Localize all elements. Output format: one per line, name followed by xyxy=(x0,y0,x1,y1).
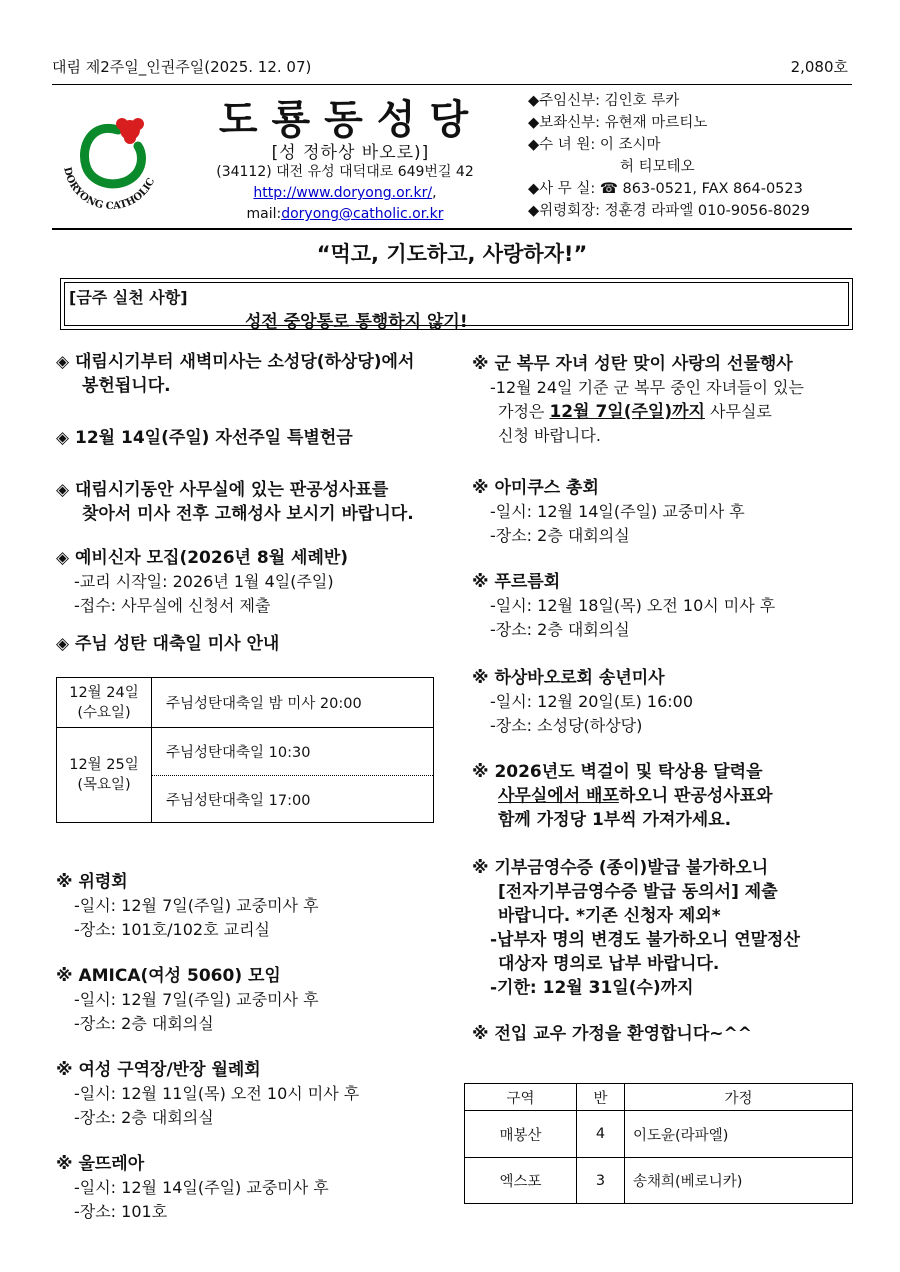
mail-label: mail: xyxy=(246,206,282,222)
logo-text: DORYONG CATHOLIC xyxy=(61,166,158,213)
catechumen-start: -교리 시작일: 2026년 1월 4일(주일) xyxy=(74,572,334,591)
hasang-place: -장소: 소성당(하상당) xyxy=(490,716,643,735)
contact-block xyxy=(185,162,505,225)
memorial-place: -장소: 101호/102호 교리실 xyxy=(74,920,270,939)
notice-ultreya: ※ 울뜨레아 xyxy=(56,1154,145,1174)
ultreya-place: -장소: 101호 xyxy=(74,1202,168,1221)
website-link[interactable]: http://www.doryong.or.kr/ xyxy=(253,185,433,201)
staff-list xyxy=(528,90,810,222)
donation-line5: 대상자 명의로 납부 바랍니다. xyxy=(498,954,720,974)
staff-office: ◆사 무 실: ☎ 863-0521, FAX 864-0523 xyxy=(528,181,803,197)
practice-tag: [금주 실천 사항] xyxy=(69,288,188,307)
district-time: -일시: 12월 11일(목) 오전 10시 미사 후 xyxy=(74,1084,360,1103)
divider-top xyxy=(52,84,852,85)
donation-line3: 바랍니다. *기존 신청자 제외* xyxy=(498,906,721,926)
right-column xyxy=(472,352,862,1046)
staff-sisters-2: 허 티모테오 xyxy=(620,159,695,175)
notice-calendar: ※ 2026년도 벽걸이 및 탁상용 달력을 xyxy=(472,762,763,782)
amica-place: -장소: 2층 대회의실 xyxy=(74,1014,214,1033)
notice-memorial: ※ 위령회 xyxy=(56,872,128,892)
notice-dawn-mass: ◈ 대림시기부터 새벽미사는 소성당(하상당)에서 xyxy=(56,352,415,372)
address: (34112) 대전 유성 대덕대로 649번길 42 xyxy=(216,164,474,180)
notice-dawn-mass-2: 봉헌됩니다. xyxy=(82,376,171,396)
hasang-time: -일시: 12월 20일(토) 16:00 xyxy=(490,692,694,711)
mass-25-evening: 주님성탄대축일 17:00 xyxy=(152,776,434,823)
ultreya-time: -일시: 12월 14일(주일) 교중미사 후 xyxy=(74,1178,329,1197)
amica-time: -일시: 12월 7일(주일) 교중미사 후 xyxy=(74,990,319,1009)
staff-sisters: ◆수 녀 원: 이 조시마 xyxy=(528,137,661,153)
staff-assistant: ◆보좌신부: 유현재 마르티노 xyxy=(528,115,708,131)
mail-link[interactable]: doryong@catholic.or.kr xyxy=(281,206,444,222)
parish-subtitle: [성 정하상 바오로)] xyxy=(271,143,430,163)
amicus-place: -장소: 2층 대회의실 xyxy=(490,526,630,545)
mass-day-24: 12월 24일 (수요일) xyxy=(57,678,152,728)
left-column-bottom xyxy=(56,870,456,1224)
pureureum-place: -장소: 2층 대회의실 xyxy=(490,620,630,639)
calendar-line3: 함께 가정당 1부씩 가져가세요. xyxy=(498,810,732,830)
notice-christmas-mass: ◈ 주님 성탄 대축일 미사 안내 xyxy=(56,634,280,654)
parish-logo xyxy=(52,100,170,218)
website-suffix: , xyxy=(432,185,437,201)
left-column xyxy=(56,350,456,656)
staff-pastor: ◆주임신부: 김인호 루카 xyxy=(528,93,680,109)
notice-amica: ※ AMICA(여성 5060) 모임 xyxy=(56,966,281,986)
practice-text: 성전 중앙통로 통행하지 않기! xyxy=(245,312,468,332)
table-row xyxy=(465,1111,853,1158)
notice-amicus: ※ 아미쿠스 총회 xyxy=(472,478,599,498)
motto: “먹고, 기도하고, 사랑하자!” xyxy=(316,242,588,266)
welcome-cell: 3 xyxy=(577,1158,625,1204)
staff-memorial: ◆위령회장: 정훈경 라파엘 010-9056-8029 xyxy=(528,203,810,219)
memorial-time: -일시: 12월 7일(주일) 교중미사 후 xyxy=(74,896,319,915)
svg-text:DORYONG CATHOLIC xyxy=(61,166,157,212)
welcome-header-family: 가정 xyxy=(625,1084,853,1111)
notice-hasang-mass: ※ 하상바오로회 송년미사 xyxy=(472,668,665,688)
notice-welcome: ※ 전입 교우 가정을 환영합니다~^^ xyxy=(472,1024,752,1044)
pureureum-time: -일시: 12월 18일(목) 오전 10시 미사 후 xyxy=(490,596,776,615)
notice-pureureum: ※ 푸르름회 xyxy=(472,572,561,592)
welcome-cell: 엑스포 xyxy=(465,1158,577,1204)
welcome-header-district: 구역 xyxy=(465,1084,577,1111)
welcome-cell: 4 xyxy=(577,1111,625,1158)
military-line2: 가정은 12월 7일(주일)까지 사무실로 xyxy=(498,402,772,422)
welcome-cell: 매봉산 xyxy=(465,1111,577,1158)
practice-box xyxy=(60,278,853,330)
welcome-cell: 이도윤(라파엘) xyxy=(625,1111,853,1158)
mass-day-25: 12월 25일 (목요일) xyxy=(57,728,152,823)
donation-line6: -기한: 12월 31일(수)까지 xyxy=(490,978,694,998)
mass-24-night: 주님성탄대축일 밤 미사 20:00 xyxy=(152,678,434,728)
notice-confession-2: 찾아서 미사 전후 고해성사 보시기 바랍니다. xyxy=(82,504,414,524)
notice-district-leaders: ※ 여성 구역장/반장 월례회 xyxy=(56,1060,261,1080)
table-row xyxy=(465,1158,853,1204)
issue-number: 2,080호 xyxy=(790,58,848,76)
notice-catechumen: ◈ 예비신자 모집(2026년 8월 세례반) xyxy=(56,548,349,568)
welcome-table xyxy=(464,1083,853,1204)
divider-header xyxy=(52,228,852,230)
catechumen-apply: -접수: 사무실에 신청서 제출 xyxy=(74,596,271,615)
district-place: -장소: 2층 대회의실 xyxy=(74,1108,214,1127)
parish-title: 도룡동성당 xyxy=(218,97,483,143)
donation-line4: -납부자 명의 변경도 불가하오니 연말정산 xyxy=(490,930,800,950)
notice-confession: ◈ 대림시기동안 사무실에 있는 판공성사표를 xyxy=(56,480,389,500)
mass-25-morning: 주님성탄대축일 10:30 xyxy=(152,728,434,776)
calendar-line2: 사무실에서 배포하오니 판공성사표와 xyxy=(498,786,773,806)
donation-line2: [전자기부금영수증 발급 동의서] 제출 xyxy=(498,882,778,902)
notice-charity: ◈ 12월 14일(주일) 자선주일 특별헌금 xyxy=(56,428,353,448)
notice-military-gift: ※ 군 복무 자녀 성탄 맞이 사랑의 선물행사 xyxy=(472,354,793,374)
amicus-time: -일시: 12월 14일(주일) 교중미사 후 xyxy=(490,502,745,521)
welcome-cell: 송채희(베로니카) xyxy=(625,1158,853,1204)
military-line3: 신청 바랍니다. xyxy=(498,426,601,445)
welcome-header-ban: 반 xyxy=(577,1084,625,1111)
bulletin-date: 대림 제2주일_인권주일(2025. 12. 07) xyxy=(52,58,312,76)
christmas-mass-table xyxy=(56,677,434,823)
notice-donation-receipt: ※ 기부금영수증 (종이)발급 불가하오니 xyxy=(472,858,769,878)
military-line1: -12월 24일 기준 군 복무 중인 자녀들이 있는 xyxy=(490,378,804,397)
